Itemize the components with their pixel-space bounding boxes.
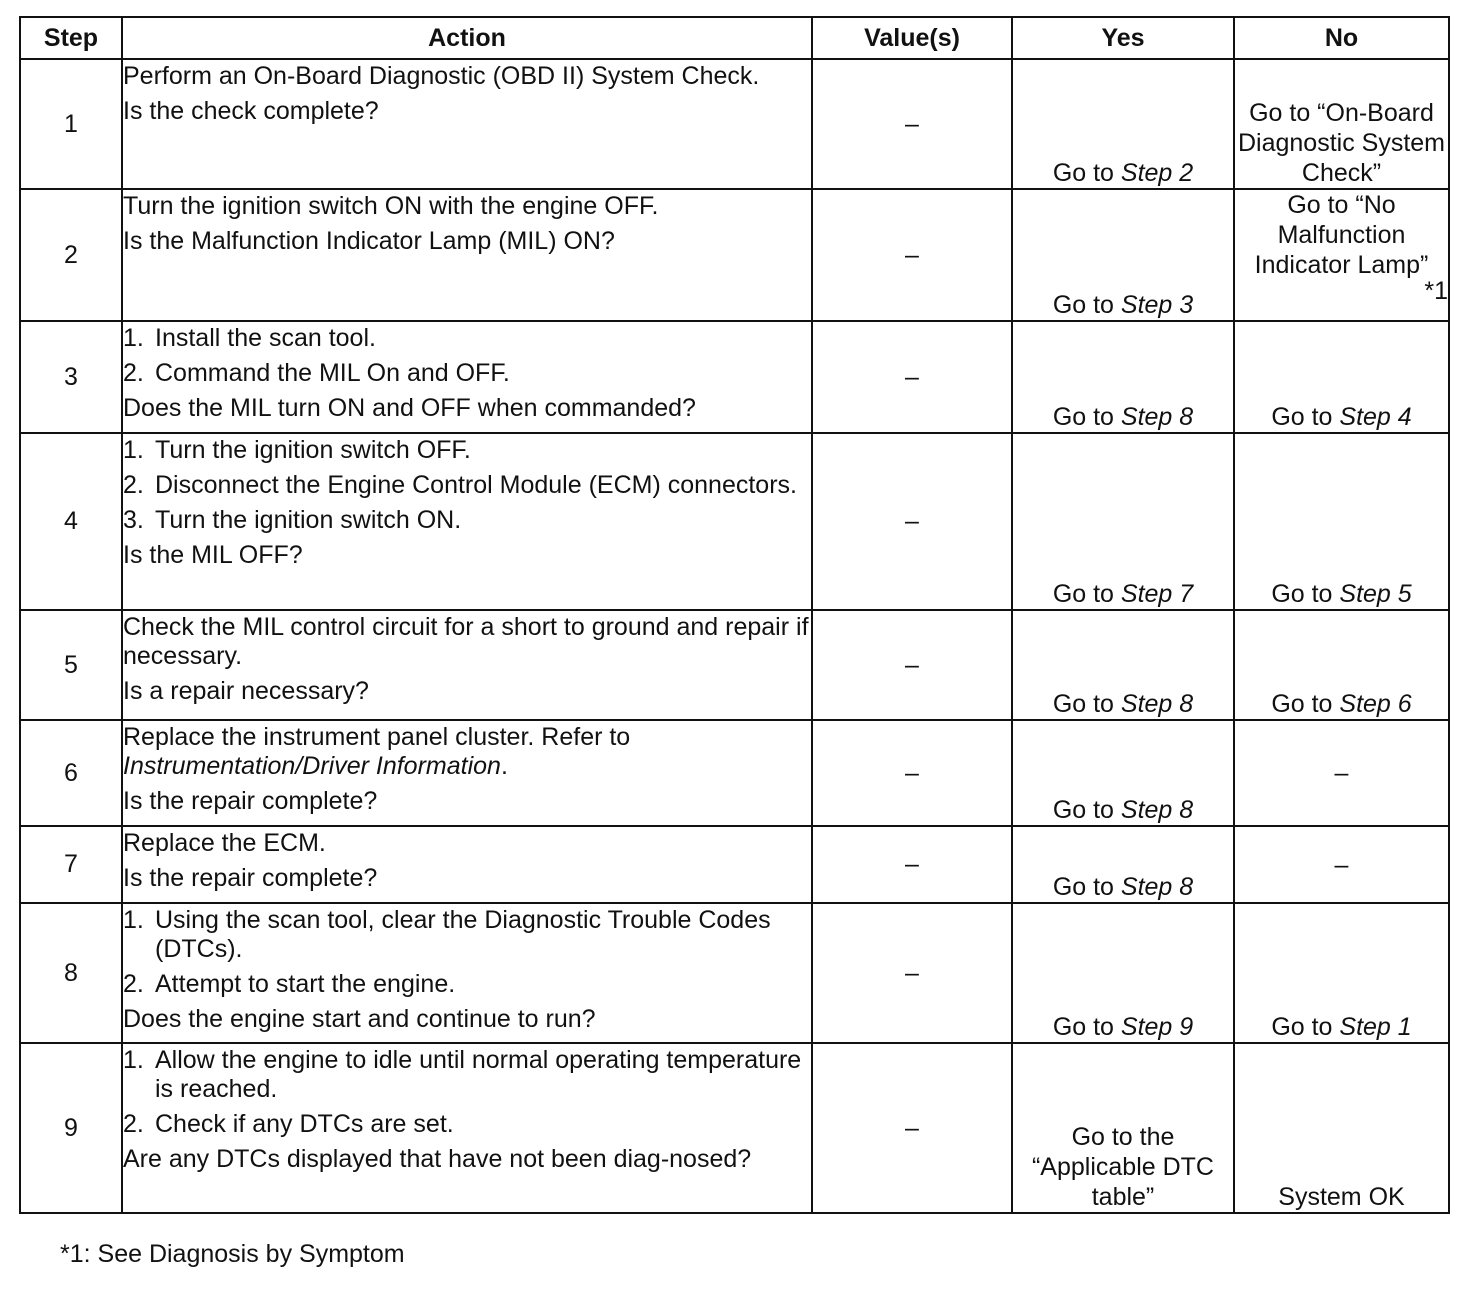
step-number: 1	[20, 59, 122, 189]
header-step: Step	[20, 17, 122, 59]
step-number: 9	[20, 1043, 122, 1213]
footnote-marker: *1	[1424, 277, 1448, 305]
yes-cell: Go to Step 2	[1012, 59, 1234, 189]
no-cell	[1234, 189, 1449, 321]
action-cell	[122, 189, 812, 321]
value-cell: –	[812, 826, 1012, 903]
step-ref: Step 3	[1120, 291, 1194, 319]
header-row	[20, 17, 1449, 59]
header-yes: Yes	[1012, 17, 1234, 59]
action-text: Replace the ECM.	[123, 829, 326, 857]
step-ref: Step 8	[1120, 873, 1194, 901]
action-question: Is the repair complete?	[123, 787, 378, 815]
action-cell	[122, 826, 812, 903]
action-question: Does the MIL turn ON and OFF when commanded?	[123, 394, 696, 422]
action-item: 3. Turn the ignition switch ON.	[123, 506, 462, 534]
action-item: 2. Attempt to start the engine.	[123, 970, 456, 998]
action-item: 2. Command the MIL On and OFF.	[123, 359, 510, 387]
value-cell: –	[812, 59, 1012, 189]
action-item: 1. Turn the ignition switch OFF.	[123, 436, 471, 464]
table-row	[20, 610, 1449, 720]
value-cell: –	[812, 321, 1012, 433]
action-question: Is the MIL OFF?	[123, 541, 303, 569]
yes-cell: Go to Step 3	[1012, 189, 1234, 321]
step-ref: Step 6	[1339, 690, 1412, 718]
table-row	[20, 903, 1449, 1043]
step-ref: Step 5	[1339, 580, 1412, 608]
action-text: Check the MIL control circuit for a short to ground and repair if necessary.	[123, 613, 809, 670]
action-item: 2. Disconnect the Engine Control Module (ECM) connectors.	[123, 471, 797, 499]
table-row	[20, 59, 1449, 189]
no-text: Go to “No Malfunction Indicator Lamp”	[1254, 191, 1429, 279]
step-ref: Step 1	[1339, 1013, 1412, 1041]
step-ref: Step 7	[1120, 580, 1194, 608]
step-number: 4	[20, 433, 122, 610]
step-ref: Step 2	[1120, 159, 1194, 187]
header-values: Value(s)	[812, 17, 1012, 59]
table-row	[20, 321, 1449, 433]
action-item: 1. Install the scan tool.	[123, 324, 376, 352]
step-number: 3	[20, 321, 122, 433]
action-item: 2. Check if any DTCs are set.	[123, 1110, 454, 1138]
action-question: Is the repair complete?	[123, 864, 378, 892]
yes-cell: Go to the “Applicable DTC table”	[1012, 1043, 1234, 1213]
table-row	[20, 1043, 1449, 1213]
value-cell: –	[812, 433, 1012, 610]
no-cell: Go to Step 1	[1234, 903, 1449, 1043]
header-action: Action	[122, 17, 812, 59]
yes-cell: Go to Step 9	[1012, 903, 1234, 1043]
table-row	[20, 189, 1449, 321]
action-question: Are any DTCs displayed that have not been diag-nosed?	[123, 1145, 752, 1173]
header-no: No	[1234, 17, 1449, 59]
action-text: Turn the ignition switch ON with the engine OFF.	[123, 192, 659, 220]
table-row	[20, 826, 1449, 903]
no-cell: Go to Step 5	[1234, 433, 1449, 610]
action-item: 1. Using the scan tool, clear the Diagnostic Trouble Codes (DTCs).	[123, 906, 771, 963]
footnote: *1: See Diagnosis by Symptom	[60, 1240, 405, 1268]
action-text: Replace the instrument panel cluster. Refer to Instrumentation/Driver Information.	[123, 723, 631, 780]
value-cell: –	[812, 903, 1012, 1043]
action-text: Perform an On-Board Diagnostic (OBD II) System Check.	[123, 62, 760, 90]
step-ref: Step 8	[1120, 403, 1194, 431]
step-number: 8	[20, 903, 122, 1043]
table-row	[20, 720, 1449, 826]
no-cell: System OK	[1234, 1043, 1449, 1213]
step-ref: Step 8	[1120, 796, 1194, 824]
action-item: 1. Allow the engine to idle until normal operating temperature is reached.	[123, 1046, 802, 1103]
action-cell	[122, 720, 812, 826]
no-cell: Go to Step 6	[1234, 610, 1449, 720]
value-cell: –	[812, 1043, 1012, 1213]
action-cell	[122, 903, 812, 1043]
action-question: Does the engine start and continue to run?	[123, 1005, 596, 1033]
action-question: Is the check complete?	[123, 97, 379, 125]
diagnostic-table	[19, 16, 1450, 1214]
yes-cell: Go to Step 8	[1012, 321, 1234, 433]
table-row	[20, 433, 1449, 610]
no-cell: –	[1234, 826, 1449, 903]
action-cell	[122, 59, 812, 189]
action-cell	[122, 321, 812, 433]
manual-reference: Instrumentation/Driver Information	[123, 752, 501, 780]
no-cell: Go to Step 4	[1234, 321, 1449, 433]
step-ref: Step 9	[1120, 1013, 1194, 1041]
yes-cell: Go to Step 8	[1012, 720, 1234, 826]
no-cell: Go to “On-Board Diagnostic System Check”	[1234, 59, 1449, 189]
action-question: Is a repair necessary?	[123, 677, 369, 705]
action-cell	[122, 433, 812, 610]
value-cell: –	[812, 610, 1012, 720]
yes-cell: Go to Step 8	[1012, 826, 1234, 903]
step-number: 2	[20, 189, 122, 321]
step-number: 6	[20, 720, 122, 826]
step-number: 5	[20, 610, 122, 720]
yes-cell: Go to Step 8	[1012, 610, 1234, 720]
step-number: 7	[20, 826, 122, 903]
action-question: Is the Malfunction Indicator Lamp (MIL) ON?	[123, 227, 615, 255]
action-cell	[122, 610, 812, 720]
step-ref: Step 8	[1120, 690, 1194, 718]
no-cell: –	[1234, 720, 1449, 826]
yes-cell: Go to Step 7	[1012, 433, 1234, 610]
value-cell: –	[812, 720, 1012, 826]
action-cell	[122, 1043, 812, 1213]
step-ref: Step 4	[1339, 403, 1412, 431]
value-cell: –	[812, 189, 1012, 321]
